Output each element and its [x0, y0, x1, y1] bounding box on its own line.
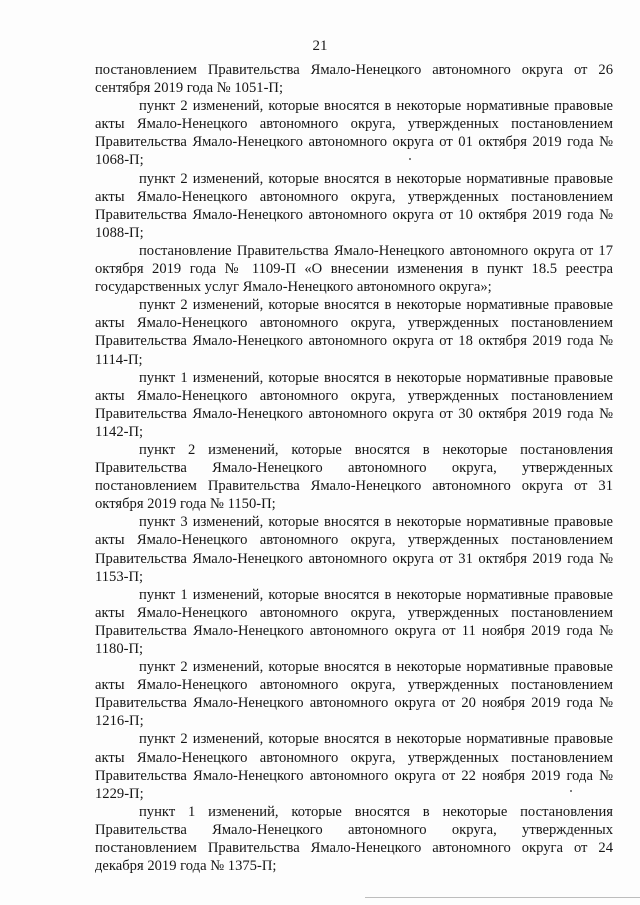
document-body: [95, 61, 613, 875]
paragraph-5: пункт 2 изменений, которые вносятся в некоторые нормативные правовые акты Ямало-Ненецкого автономного округа, утвержденных постановлением Правительства Ямало-Ненецкого автономного округа от 18 октября 2019 года № 1114-П;: [95, 297, 613, 368]
paragraph-2: пункт 2 изменений, которые вносятся в некоторые нормативные правовые акты Ямало-Ненецкого автономного округа, утвержденных постановлением Правительства Ямало-Ненецкого автономного округа от 01 октября 2019 года № 1068-П;: [95, 98, 613, 169]
paragraph-4: постановление Правительства Ямало-Ненецкого автономного округа от 17 октября 2019 года № 1109-П «О внесении изменения в пункт 18.5 реестра государственных услуг Ямало-Ненецкого автономного округа»;: [95, 242, 613, 296]
paragraph-3: пункт 2 изменений, которые вносятся в некоторые нормативные правовые акты Ямало-Ненецкого автономного округа, утвержденных постановлением Правительства Ямало-Ненецкого автономного округа от 10 октября 2019 года № 1088-П;: [95, 170, 613, 241]
page-number: 21: [312, 38, 328, 54]
paragraph-10: пункт 2 изменений, которые вносятся в некоторые нормативные правовые акты Ямало-Ненецкого автономного округа, утвержденных постановлением Правительства Ямало-Ненецкого автономного округа от 20 ноября 2019 года № 1216-П;: [95, 659, 613, 730]
paragraph-12: пункт 1 изменений, которые вносятся в некоторые постановления Правительства Ямало-Ненецкого автономного округа, утвержденных постановлением Правительства Ямало-Ненецкого автономного округа от 24 декабря 2019 года № 1375-П;: [95, 803, 613, 875]
paragraph-8: пункт 3 изменений, которые вносятся в некоторые нормативные правовые акты Ямало-Ненецкого автономного округа, утвержденных постановлением Правительства Ямало-Ненецкого автономного округа от 31 октября 2019 года № 1153-П;: [95, 514, 613, 585]
scan-speck: [409, 158, 411, 160]
paragraph-6: пункт 1 изменений, которые вносятся в некоторые нормативные правовые акты Ямало-Ненецкого автономного округа, утвержденных постановлением Правительства Ямало-Ненецкого автономного округа от 30 октября 2019 года № 1142-П;: [95, 369, 613, 440]
paragraph-7: пункт 2 изменений, которые вносятся в некоторые постановления Правительства Ямало-Ненецкого автономного округа, утвержденных постановлением Правительства Ямало-Ненецкого автономного округа от 31 октября 2019 года № 1150-П;: [95, 441, 613, 513]
scan-edge-line: [365, 897, 640, 898]
scan-speck: [570, 790, 572, 792]
paragraph-1: постановлением Правительства Ямало-Ненецкого автономного округа от 26 сентября 2019 года № 1051-П;: [95, 62, 613, 97]
paragraph-9: пункт 1 изменений, которые вносятся в некоторые нормативные правовые акты Ямало-Ненецкого автономного округа, утвержденных постановлением Правительства Ямало-Ненецкого автономного округа от 11 ноября 2019 года № 1180-П;: [95, 586, 613, 657]
paragraph-11: пункт 2 изменений, которые вносятся в некоторые нормативные правовые акты Ямало-Ненецкого автономного округа, утвержденных постановлением Правительства Ямало-Ненецкого автономного округа от 22 ноября 2019 года № 1229-П;: [95, 731, 613, 802]
